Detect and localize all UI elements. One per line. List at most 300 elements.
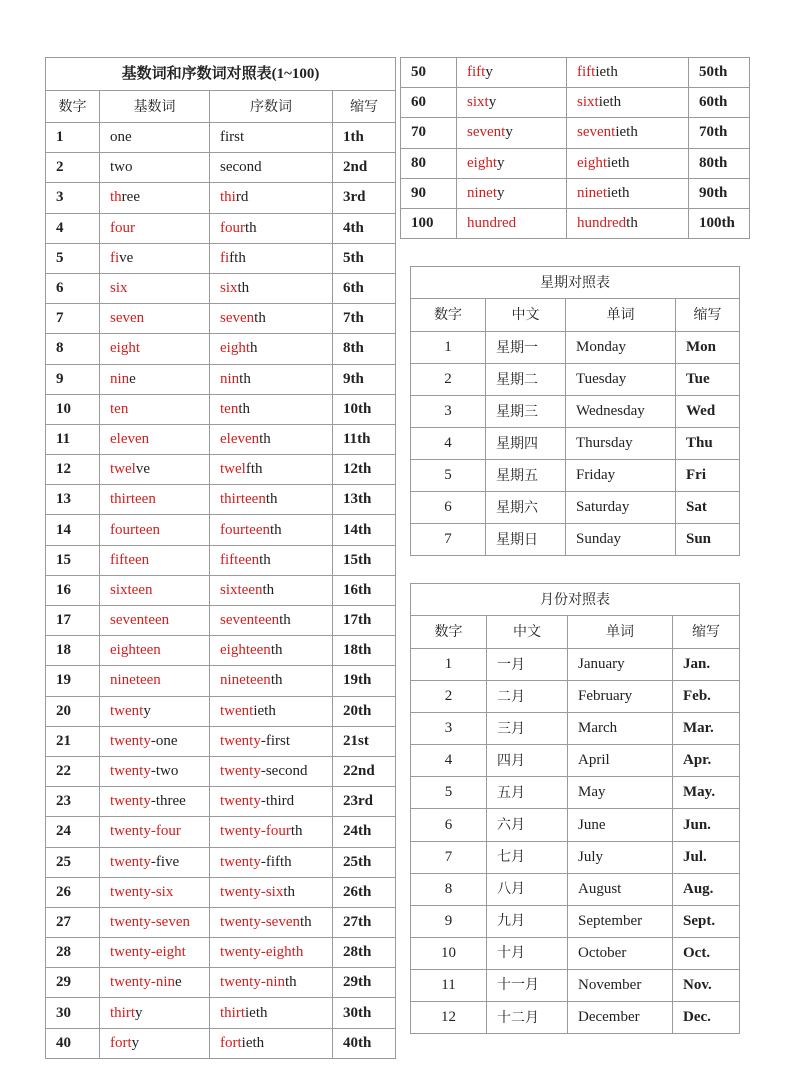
- ordinal-cell-segment: thirt: [220, 1004, 245, 1021]
- ordinal-cell-segment: ieth: [607, 154, 630, 171]
- word-cell: August: [568, 873, 673, 905]
- cardinal-cell-segment: y: [485, 64, 493, 81]
- number-cell: 4: [46, 213, 100, 243]
- abbreviation-cell: Fri: [676, 460, 740, 492]
- ordinal-cell-segment: eight: [577, 154, 607, 171]
- table-row: [411, 841, 740, 873]
- cardinal-cell-segment: twent: [110, 702, 144, 719]
- cardinal-cell: [100, 515, 210, 545]
- number-cell: 12: [46, 455, 100, 485]
- chinese-cell: 星期六: [486, 492, 566, 524]
- number-cell: 16: [46, 575, 100, 605]
- table-row: [411, 492, 740, 524]
- ordinal-cell-segment: twenty-six: [220, 883, 284, 900]
- number-cell: 14: [46, 515, 100, 545]
- word-cell: October: [568, 937, 673, 969]
- table-row: [411, 428, 740, 460]
- table-row: [46, 636, 396, 666]
- abbreviation-cell: 30th: [333, 998, 396, 1028]
- table-row: [401, 178, 750, 208]
- ordinal-cell-segment: ieth: [241, 1034, 265, 1051]
- number-cell: 27: [46, 907, 100, 937]
- table-row: [46, 304, 396, 334]
- number-cell: 3: [411, 713, 487, 745]
- abbreviation-cell: 16th: [333, 575, 396, 605]
- number-cell: 2: [411, 364, 486, 396]
- table-row: [46, 394, 396, 424]
- cardinal-cell-segment: eight: [467, 154, 497, 171]
- abbreviation-cell: 2nd: [333, 153, 396, 183]
- cardinal-cell-segment: -one: [150, 732, 178, 749]
- chinese-cell: 三月: [487, 713, 568, 745]
- abbreviation-cell: 22nd: [333, 756, 396, 786]
- cardinal-cell: [457, 178, 567, 208]
- number-cell: 6: [411, 492, 486, 524]
- cardinal-cell-segment: y: [505, 124, 513, 141]
- table-row: [46, 998, 396, 1028]
- ordinal-cell-segment: th: [270, 642, 283, 659]
- cardinal-cell-segment: fi: [110, 249, 120, 266]
- cardinal-cell: [100, 877, 210, 907]
- cardinal-cell-segment: y: [488, 94, 497, 111]
- number-cell: 6: [411, 809, 487, 841]
- ordinal-cell: [210, 726, 333, 756]
- ordinal-cell-segment: first: [220, 129, 245, 146]
- ordinal-cell: [210, 606, 333, 636]
- cardinal-cell-segment: twenty-seven: [110, 913, 190, 930]
- table-row: [46, 123, 396, 153]
- ordinal-cell-segment: fourteen: [220, 521, 270, 538]
- table-row: [411, 777, 740, 809]
- ordinal-cell: [567, 208, 689, 238]
- ordinal-cell: [567, 88, 689, 118]
- ordinal-cell-segment: th: [270, 672, 283, 689]
- table-row: [46, 726, 396, 756]
- cardinal-cell: [100, 636, 210, 666]
- abbreviation-cell: 70th: [689, 118, 750, 148]
- abbreviation-cell: 27th: [333, 907, 396, 937]
- table-row: [411, 649, 740, 681]
- number-cell: 25: [46, 847, 100, 877]
- ordinal-cell: [210, 515, 333, 545]
- cardinal-cell-segment: twenty: [110, 763, 151, 780]
- ordinal-cell: [210, 304, 333, 334]
- chinese-cell: 四月: [487, 745, 568, 777]
- abbreviation-cell: 24th: [333, 817, 396, 847]
- cardinal-cell-segment: seventeen: [110, 612, 170, 629]
- table-row: [401, 58, 750, 88]
- table-row: [411, 969, 740, 1001]
- ordinal-cell: [210, 424, 333, 454]
- ordinal-cell-segment: th: [239, 370, 251, 387]
- table-row: [401, 88, 750, 118]
- ordinal-cell-segment: hundred: [577, 215, 627, 232]
- number-cell: 21: [46, 726, 100, 756]
- table-row: [411, 809, 740, 841]
- cardinal-cell-segment: sixteen: [110, 581, 153, 598]
- ordinal-cell: [210, 243, 333, 273]
- cardinal-cell-segment: e: [175, 974, 182, 991]
- ordinal-cell-segment: th: [265, 491, 278, 508]
- ordinal-cell-segment: th: [290, 823, 303, 840]
- ordinal-cell-segment: th: [259, 551, 271, 568]
- number-cell: 3: [411, 396, 486, 428]
- ordinal-cell-segment: th: [238, 400, 250, 417]
- ordinal-cell-segment: rd: [235, 189, 249, 206]
- ordinal-cell-segment: th: [259, 430, 271, 447]
- cardinal-cell: [100, 153, 210, 183]
- table-row: [46, 153, 396, 183]
- abbreviation-cell: 25th: [333, 847, 396, 877]
- table-row: [46, 1028, 396, 1058]
- cardinal-cell-segment: ve: [135, 461, 150, 478]
- cardinal-cell: [100, 304, 210, 334]
- cardinal-cell: [100, 455, 210, 485]
- chinese-cell: 星期三: [486, 396, 566, 428]
- numbers-table-title: 基数词和序数词对照表(1~100): [46, 58, 396, 91]
- cardinal-cell: [100, 364, 210, 394]
- chinese-cell: 星期五: [486, 460, 566, 492]
- abbreviation-cell: 12th: [333, 455, 396, 485]
- table-row: [46, 817, 396, 847]
- cardinal-cell-segment: y: [497, 184, 505, 201]
- chinese-cell: 十月: [487, 937, 568, 969]
- table-row: [411, 905, 740, 937]
- ordinal-cell: [210, 1028, 333, 1058]
- number-cell: 100: [401, 208, 457, 238]
- number-cell: 60: [401, 88, 457, 118]
- ordinal-cell-segment: fth: [229, 249, 246, 266]
- header-ordinal: 序数词: [210, 91, 333, 123]
- cardinal-cell-segment: nin: [110, 370, 130, 387]
- ordinal-cell: [210, 273, 333, 303]
- ordinal-cell-segment: th: [245, 219, 257, 236]
- abbreviation-cell: 23rd: [333, 787, 396, 817]
- ordinal-cell-segment: nin: [220, 370, 240, 387]
- number-cell: 2: [46, 153, 100, 183]
- abbreviation-cell: 90th: [689, 178, 750, 208]
- ordinal-cell: [210, 183, 333, 213]
- ordinal-cell-segment: th: [237, 280, 250, 297]
- ordinal-cell: [210, 817, 333, 847]
- ordinal-cell-segment: second: [220, 159, 262, 176]
- ordinal-cell: [210, 545, 333, 575]
- number-cell: 20: [46, 696, 100, 726]
- number-cell: 8: [46, 334, 100, 364]
- number-cell: 12: [411, 1002, 487, 1034]
- cardinal-cell: [100, 968, 210, 998]
- number-cell: 7: [46, 304, 100, 334]
- number-cell: 18: [46, 636, 100, 666]
- abbreviation-cell: 1th: [333, 123, 396, 153]
- ordinal-cell-segment: th: [626, 215, 638, 232]
- cardinal-cell: [100, 213, 210, 243]
- cardinal-cell: [457, 88, 567, 118]
- cardinal-cell: [100, 756, 210, 786]
- ordinal-cell-segment: ieth: [245, 1004, 268, 1021]
- cardinal-cell: [457, 148, 567, 178]
- chinese-cell: 星期日: [486, 524, 566, 556]
- cardinal-cell-segment: sixt: [467, 94, 489, 111]
- cardinal-cell-segment: y: [497, 154, 505, 171]
- cardinal-cell-segment: eight: [110, 340, 140, 357]
- number-cell: 9: [411, 905, 487, 937]
- word-cell: Friday: [566, 460, 676, 492]
- cardinal-cell: [100, 817, 210, 847]
- ordinal-cell-segment: seventeen: [220, 612, 280, 629]
- abbreviation-cell: 13th: [333, 485, 396, 515]
- abbreviation-cell: 29th: [333, 968, 396, 998]
- abbreviation-cell: Jul.: [673, 841, 740, 873]
- chinese-cell: 五月: [487, 777, 568, 809]
- abbreviation-cell: Sept.: [673, 905, 740, 937]
- cardinal-cell-segment: twenty: [110, 853, 151, 870]
- table-row: [46, 877, 396, 907]
- abbreviation-cell: 10th: [333, 394, 396, 424]
- word-cell: September: [568, 905, 673, 937]
- number-cell: 26: [46, 877, 100, 907]
- ordinal-cell-segment: four: [220, 219, 245, 236]
- abbreviation-cell: Tue: [676, 364, 740, 396]
- number-cell: 8: [411, 873, 487, 905]
- ordinal-cell-segment: twenty-seven: [220, 913, 300, 930]
- abbreviation-cell: 14th: [333, 515, 396, 545]
- table-row: [411, 713, 740, 745]
- cardinal-cell-segment: six: [110, 280, 128, 297]
- table-row: [46, 756, 396, 786]
- number-cell: 6: [46, 273, 100, 303]
- number-cell: 5: [411, 777, 487, 809]
- abbreviation-cell: Jun.: [673, 809, 740, 841]
- cardinal-cell-segment: two: [110, 159, 133, 176]
- ordinal-cell: [210, 666, 333, 696]
- table-row: [46, 907, 396, 937]
- table-row: [46, 183, 396, 213]
- abbreviation-cell: 100th: [689, 208, 750, 238]
- numbers-table: [45, 57, 396, 1059]
- header-cardinal: 基数词: [100, 91, 210, 123]
- table-row: [411, 937, 740, 969]
- cardinal-cell-segment: eleven: [110, 430, 150, 447]
- month-header-chinese: 中文: [487, 616, 568, 649]
- table-row: [46, 545, 396, 575]
- ordinal-cell-segment: fift: [577, 64, 596, 81]
- cardinal-cell: [100, 1028, 210, 1058]
- ordinal-cell-segment: seven: [220, 310, 255, 327]
- ordinal-cell-segment: th: [283, 883, 295, 900]
- ordinal-cell: [210, 575, 333, 605]
- ordinal-cell-segment: nineteen: [220, 672, 271, 689]
- cardinal-cell: [100, 847, 210, 877]
- number-cell: 29: [46, 968, 100, 998]
- abbreviation-cell: 3rd: [333, 183, 396, 213]
- word-cell: Thursday: [566, 428, 676, 460]
- cardinal-cell-segment: fourteen: [110, 521, 160, 538]
- cardinal-cell-segment: ree: [121, 189, 140, 206]
- cardinal-cell-segment: twenty-nin: [110, 974, 175, 991]
- table-row: [46, 334, 396, 364]
- cardinal-cell-segment: twenty-six: [110, 883, 174, 900]
- cardinal-cell-segment: -two: [150, 763, 179, 780]
- ordinal-cell-segment: ieth: [607, 184, 630, 201]
- ordinal-cell-segment: fth: [245, 461, 263, 478]
- cardinal-cell: [100, 424, 210, 454]
- cardinal-cell: [100, 394, 210, 424]
- cardinal-cell-segment: four: [110, 219, 135, 236]
- ordinal-cell-segment: twent: [220, 702, 254, 719]
- number-cell: 10: [411, 937, 487, 969]
- cardinal-cell-segment: twenty: [110, 793, 151, 810]
- cardinal-cell: [100, 575, 210, 605]
- table-row: [411, 1002, 740, 1034]
- abbreviation-cell: Mon: [676, 332, 740, 364]
- cardinal-cell-segment: eighteen: [110, 642, 161, 659]
- number-cell: 1: [411, 649, 487, 681]
- ordinal-cell-segment: -third: [260, 793, 295, 810]
- ordinal-cell: [210, 334, 333, 364]
- table-row: [46, 243, 396, 273]
- ordinal-cell-segment: th: [269, 521, 282, 538]
- header-abbreviation: 缩写: [333, 91, 396, 123]
- ordinal-cell: [210, 394, 333, 424]
- number-cell: 9: [46, 364, 100, 394]
- ordinal-cell: [210, 787, 333, 817]
- number-cell: 15: [46, 545, 100, 575]
- abbreviation-cell: Apr.: [673, 745, 740, 777]
- cardinal-cell-segment: nineteen: [110, 672, 161, 689]
- number-cell: 30: [46, 998, 100, 1028]
- abbreviation-cell: 80th: [689, 148, 750, 178]
- chinese-cell: 八月: [487, 873, 568, 905]
- word-cell: January: [568, 649, 673, 681]
- ordinal-cell: [210, 938, 333, 968]
- table-row: [46, 847, 396, 877]
- ordinal-cell-segment: fi: [220, 249, 230, 266]
- word-cell: Wednesday: [566, 396, 676, 428]
- week-table: [410, 266, 740, 556]
- cardinal-cell: [100, 273, 210, 303]
- table-row: [411, 745, 740, 777]
- table-row: [46, 787, 396, 817]
- word-cell: Saturday: [566, 492, 676, 524]
- ordinal-cell: [210, 123, 333, 153]
- table-row: [46, 213, 396, 243]
- cardinal-cell-segment: one: [110, 129, 132, 146]
- abbreviation-cell: 15th: [333, 545, 396, 575]
- number-cell: 11: [46, 424, 100, 454]
- table-row: [411, 524, 740, 556]
- abbreviation-cell: 5th: [333, 243, 396, 273]
- ordinal-cell-segment: thirteen: [220, 491, 266, 508]
- ordinal-cell-segment: eighteen: [220, 642, 271, 659]
- table-row: [46, 485, 396, 515]
- cardinal-cell: [100, 998, 210, 1028]
- ordinal-cell: [567, 148, 689, 178]
- month-table-title: 月份对照表: [411, 584, 740, 616]
- ordinal-cell-segment: -first: [260, 732, 290, 749]
- ordinal-cell-segment: eight: [220, 340, 250, 357]
- cardinal-cell-segment: hundred: [467, 215, 517, 232]
- abbreviation-cell: 6th: [333, 273, 396, 303]
- cardinal-cell: [100, 485, 210, 515]
- abbreviation-cell: 7th: [333, 304, 396, 334]
- ordinal-cell: [210, 847, 333, 877]
- ordinal-cell-segment: twenty: [220, 763, 261, 780]
- ordinal-cell-segment: sevent: [577, 124, 616, 141]
- chinese-cell: 星期一: [486, 332, 566, 364]
- number-cell: 19: [46, 666, 100, 696]
- number-cell: 5: [411, 460, 486, 492]
- number-cell: 1: [411, 332, 486, 364]
- cardinal-cell-segment: twenty-four: [110, 823, 181, 840]
- word-cell: November: [568, 969, 673, 1001]
- cardinal-cell: [100, 666, 210, 696]
- word-cell: Sunday: [566, 524, 676, 556]
- ordinal-cell-segment: twenty: [220, 732, 261, 749]
- cardinal-cell: [100, 726, 210, 756]
- header-number: 数字: [46, 91, 100, 123]
- ordinal-cell-segment: twenty-eighth: [220, 944, 304, 961]
- tens-table: [400, 57, 750, 239]
- cardinal-cell-segment: twenty-eight: [110, 944, 186, 961]
- ordinal-cell-segment: twenty-four: [220, 823, 291, 840]
- chinese-cell: 一月: [487, 649, 568, 681]
- ordinal-cell: [210, 364, 333, 394]
- ordinal-cell-segment: twenty-nin: [220, 974, 285, 991]
- week-header-abbreviation: 缩写: [676, 299, 740, 332]
- abbreviation-cell: 8th: [333, 334, 396, 364]
- abbreviation-cell: 4th: [333, 213, 396, 243]
- ordinal-cell: [210, 998, 333, 1028]
- ordinal-cell-segment: ieth: [615, 124, 638, 141]
- ordinal-cell-segment: twenty: [220, 793, 261, 810]
- ordinal-cell-segment: six: [220, 280, 238, 297]
- abbreviation-cell: Mar.: [673, 713, 740, 745]
- ordinal-cell-segment: th: [285, 974, 297, 991]
- table-row: [411, 681, 740, 713]
- word-cell: June: [568, 809, 673, 841]
- cardinal-cell-segment: th: [110, 189, 122, 206]
- table-row: [46, 696, 396, 726]
- ordinal-cell: [210, 756, 333, 786]
- number-cell: 13: [46, 485, 100, 515]
- abbreviation-cell: 21st: [333, 726, 396, 756]
- cardinal-cell: [100, 606, 210, 636]
- cardinal-cell: [457, 58, 567, 88]
- ordinal-cell: [210, 636, 333, 666]
- abbreviation-cell: Feb.: [673, 681, 740, 713]
- abbreviation-cell: May.: [673, 777, 740, 809]
- ordinal-cell: [210, 455, 333, 485]
- cardinal-cell-segment: -five: [150, 853, 180, 870]
- table-row: [46, 606, 396, 636]
- number-cell: 17: [46, 606, 100, 636]
- abbreviation-cell: Wed: [676, 396, 740, 428]
- number-cell: 80: [401, 148, 457, 178]
- ordinal-cell-segment: -fifth: [260, 853, 292, 870]
- number-cell: 70: [401, 118, 457, 148]
- ordinal-cell: [567, 178, 689, 208]
- word-cell: Monday: [566, 332, 676, 364]
- chinese-cell: 星期二: [486, 364, 566, 396]
- abbreviation-cell: Aug.: [673, 873, 740, 905]
- table-row: [46, 938, 396, 968]
- cardinal-cell: [457, 208, 567, 238]
- chinese-cell: 十二月: [487, 1002, 568, 1034]
- month-header-abbreviation: 缩写: [673, 616, 740, 649]
- abbreviation-cell: Sat: [676, 492, 740, 524]
- word-cell: February: [568, 681, 673, 713]
